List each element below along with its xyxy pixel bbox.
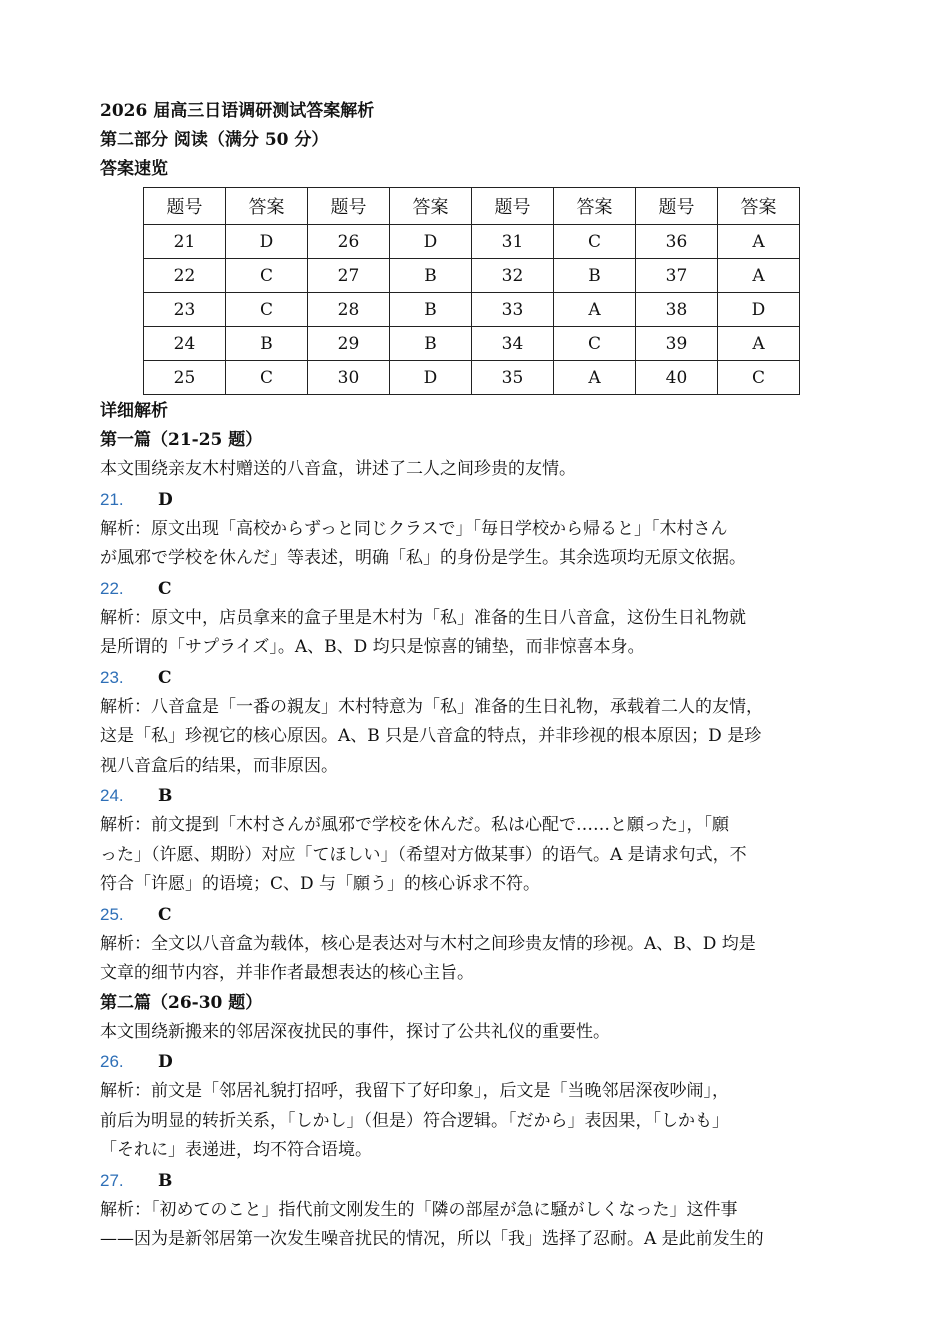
question-number: 25. [100,904,124,924]
table-header-cell: 答案 [554,188,636,225]
table-cell: D [226,225,308,259]
analysis-line: 解析：前文是「邻居礼貌打招呼，我留下了好印象」，后文是「当晚邻居深夜吵闹」， [100,1081,729,1101]
table-row [144,293,800,327]
table-cell: 27 [308,259,390,293]
table-header-cell: 答案 [718,188,800,225]
analysis-line: ——因为是新邻居第一次发生噪音扰民的情况，所以「我」选择了忍耐。A 是此前发生的 [100,1229,764,1249]
answer-table [143,187,800,395]
doc-title: 2026 届高三日语调研测试答案解析 [100,101,375,121]
table-row [144,361,800,395]
table-cell: 39 [636,327,718,361]
table-cell: 37 [636,259,718,293]
table-cell: A [554,293,636,327]
analysis-line: 「それに」表递进，均不符合语境。 [100,1140,372,1160]
table-cell: B [390,327,472,361]
question-answer: B [158,1170,173,1191]
table-cell: C [226,361,308,395]
section-title: 第二篇（26-30 题） [100,992,263,1013]
question-number: 27. [100,1170,124,1190]
analysis-line: 文章的细节内容，并非作者最想表达的核心主旨。 [100,963,474,983]
question-answer: C [158,578,172,599]
question-answer: C [158,667,172,688]
table-cell: B [554,259,636,293]
table-header-row [144,188,800,225]
question-number: 24. [100,786,124,805]
part-heading: 第二部分 阅读（满分 50 分） [100,130,329,150]
question-header [100,1047,860,1077]
analysis-line: 视八音盒后的结果，而非原因。 [100,755,338,776]
question-answer: B [158,786,173,806]
analysis-line: 符合「许愿」的语境；C、D 与「願う」的核心诉求不符。 [100,874,541,894]
question-header [100,574,860,604]
overview-heading: 答案速览 [100,159,168,179]
analysis-line: 解析：全文以八音盒为载体，核心是表达对与木村之间珍贵友情的珍视。A、B、D 均是 [100,933,756,954]
table-cell: A [718,327,800,361]
question-answer: D [158,1052,173,1072]
table-cell: B [390,259,472,293]
analysis-line: 解析：前文提到「木村さんが風邪で学校を休んだ。私は心配で……と願った」，「願 [100,815,729,835]
analysis-line: 这是「私」珍视它的核心原因。A、B 只是八音盒的特点，并非珍视的根本原因；D 是珍 [100,726,762,746]
question-header [100,1166,860,1196]
table-header-cell: 题号 [144,188,226,225]
analysis-line: 解析：八音盒是「一番の親友」木村特意为「私」准备的生日礼物，承载着二人的友情， [100,696,763,717]
table-cell: 35 [472,361,554,395]
table-cell: D [390,361,472,395]
table-cell: 24 [144,327,226,361]
table-cell: 21 [144,225,226,259]
table-cell: 25 [144,361,226,395]
table-cell: B [390,293,472,327]
table-cell: A [554,361,636,395]
table-header-cell: 题号 [636,188,718,225]
table-cell: 33 [472,293,554,327]
table-cell: 31 [472,225,554,259]
question-answer: D [158,489,173,510]
table-cell: C [554,225,636,259]
table-cell: 22 [144,259,226,293]
table-cell: C [226,293,308,327]
question-header [100,485,860,515]
question-answer: C [158,904,172,925]
question-number: 23. [100,667,124,687]
table-cell: 30 [308,361,390,395]
table-cell: 32 [472,259,554,293]
table-cell: D [718,293,800,327]
table-cell: 34 [472,327,554,361]
analysis-line: が風邪で学校を休んだ」等表述，明确「私」的身份是学生。其余选项均无原文依据。 [100,548,746,568]
table-cell: 38 [636,293,718,327]
table-row [144,225,800,259]
table-cell: A [718,259,800,293]
table-row [144,327,800,361]
question-header [100,781,860,811]
question-number: 21. [100,489,124,509]
question-header [100,663,860,693]
table-cell: 23 [144,293,226,327]
analysis-line: った」（许愿、期盼）对应「てほしい」（希望对方做某事）的语气。A 是请求句式，不 [100,844,747,865]
analysis-line: 解析：「初めてのこと」指代前文刚发生的「隣の部屋が急に騒がしくなった」这件事 [100,1199,738,1220]
table-cell: B [226,327,308,361]
section-intro: 本文围绕新搬来的邻居深夜扰民的事件，探讨了公共礼仪的重要性。 [100,1021,610,1042]
analysis-line: 是所谓的「サプライズ」。A、B、D 均只是惊喜的铺垫，而非惊喜本身。 [100,637,645,657]
table-header-cell: 答案 [390,188,472,225]
table-header-cell: 答案 [226,188,308,225]
analysis-line: 解析：原文出现「高校からずっと同じクラスで」「毎日学校から帰ると」「木村さん [100,518,728,539]
analysis-line: 解析：原文中，店员拿来的盒子里是木村为「私」准备的生日八音盒，这份生日礼物就 [100,607,746,628]
table-cell: 29 [308,327,390,361]
section-intro: 本文围绕亲友木村赠送的八音盒，讲述了二人之间珍贵的友情。 [100,459,576,479]
analysis-line: 前后为明显的转折关系，「しかし」（但是）符合逻辑。「だから」表因果，「しかも」 [100,1110,729,1131]
table-cell: C [226,259,308,293]
table-cell: 36 [636,225,718,259]
section-title: 第一篇（21-25 题） [100,430,263,450]
table-cell: C [718,361,800,395]
question-number: 26. [100,1052,124,1071]
table-cell: D [390,225,472,259]
question-header [100,900,860,930]
table-row [144,259,800,293]
question-number: 22. [100,578,124,598]
analysis-sections [100,426,860,1255]
document-page [100,97,860,1255]
table-cell: 26 [308,225,390,259]
table-header-cell: 题号 [472,188,554,225]
table-cell: 28 [308,293,390,327]
table-cell: A [718,225,800,259]
table-header-cell: 题号 [308,188,390,225]
detail-heading: 详细解析 [100,401,168,421]
table-cell: C [554,327,636,361]
table-cell: 40 [636,361,718,395]
